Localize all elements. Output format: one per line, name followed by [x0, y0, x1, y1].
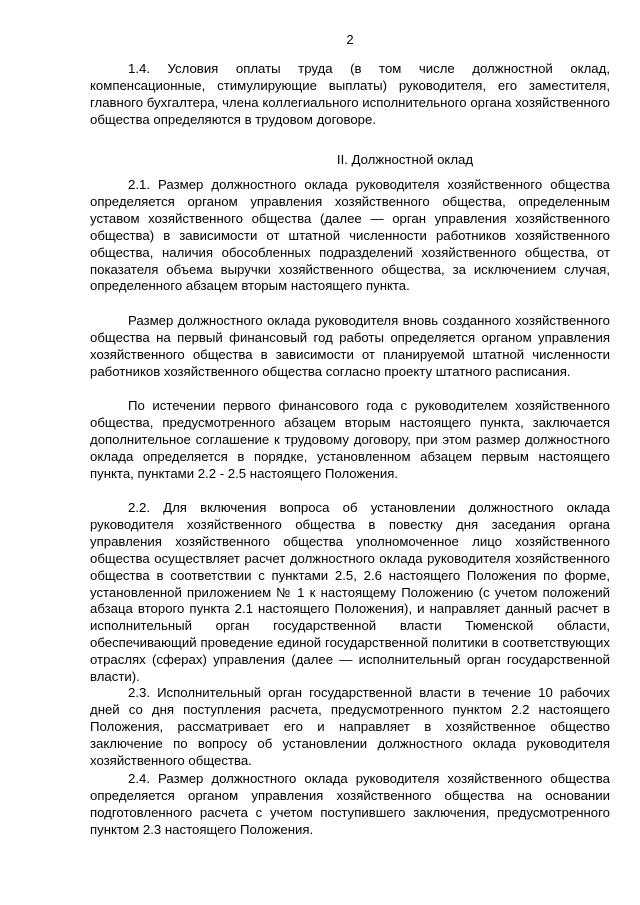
page-number: 2 — [346, 32, 354, 47]
paragraph-2-3: 2.3. Исполнительный орган государственной власти в течение 10 рабочих дней со дня поступления расчета, предусмотренного пунктом 2.2 настоящего Положения, рассматривает его и направляет в хозяйственное общество заключение по вопросу об установлении должностного оклада руководителя хозяйственного общества. — [90, 685, 610, 768]
paragraph-1-4: 1.4. Условия оплаты труда (в том числе должностной оклад, компенсационные, стимулирующие выплаты) руководителя, его заместителя, главного бухгалтера, члена коллегиального исполнительного органа хозяйственного общества определяются в трудовом договоре. — [90, 61, 610, 127]
paragraph-2-1-second: Размер должностного оклада руководителя вновь созданного хозяйственного общества на первый финансовый год работы определяется органом управления хозяйственного общества в зависимости от планируемой штатной численности работников хозяйственного общества согласно проекту штатного расписания. — [90, 313, 610, 379]
document-page — [90, 0, 610, 905]
paragraph-2-1-third: По истечении первого финансового года с руководителем хозяйственного общества, предусмотренного абзацем вторым настоящего пункта, заключается дополнительное соглашение к трудовому договору, при этом размер должностного оклада определяется в порядке, установленном абзацем первым настоящего пункта, пунктами 2.2 - 2.5 настоящего Положения. — [90, 398, 610, 481]
paragraph-2-1: 2.1. Размер должностного оклада руководителя хозяйственного общества определяется органом управления хозяйственного общества, определенным уставом хозяйственного общества (далее — орган управления хозяйственного общества) в зависимости от штатной численности работников хозяйственного общества, наличия обособленных подразделений хозяйственного общества, от показателя объема выручки хозяйственного общества, за исключением случая, определенного абзацем вторым настоящего пункта. — [90, 177, 610, 294]
paragraph-2-2: 2.2. Для включения вопроса об установлении должностного оклада руководителя хозяйственного общества в повестку дня заседания органа управления хозяйственного общества уполномоченное лицо хозяйственного общества осуществляет расчет должностного оклада руководителя хозяйственного общества в соответствии с пунктами 2.5, 2.6 настоящего Положения по форме, установленной приложением № 1 к настоящему Положению (с учетом положений абзаца второго пункта 2.1 настоящего Положения), и направляет данный расчет в исполнительный орган государственной власти Тюменской области, обеспечивающий проведение единой государственной политики в соответствующих отраслях (сферах) управления (далее — исполнительный орган государственной власти). — [90, 500, 610, 685]
section-heading: II. Должностной оклад — [336, 152, 474, 167]
paragraph-2-4: 2.4. Размер должностного оклада руководителя хозяйственного общества определяется органом управления хозяйственного общества на основании подготовленного расчета с учетом поступившего заключения, предусмотренного пунктом 2.3 настоящего Положения. — [90, 771, 610, 837]
